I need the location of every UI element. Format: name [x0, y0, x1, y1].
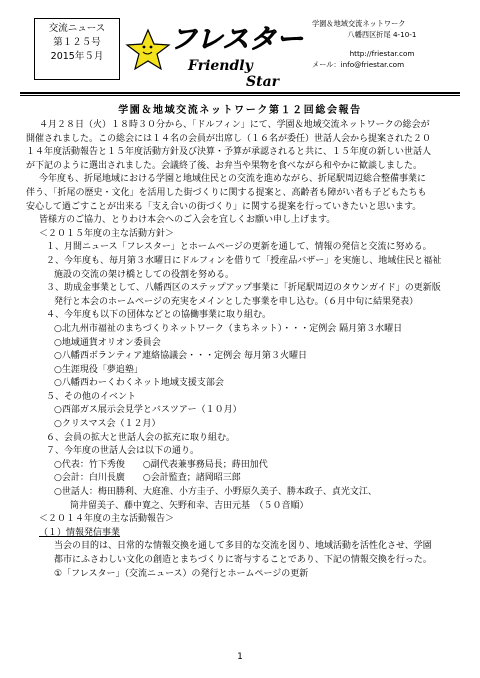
policy-item: ６、会員の拡大と世話人会の拡充に取り組む。: [46, 432, 236, 443]
policy-item: 施設の交流の架け橋としての役割を努める。: [54, 269, 235, 280]
policy-list-2015: [26, 241, 458, 513]
org-url[interactable]: http://friestar.com: [349, 49, 415, 58]
intro-line: 伴う、「折尾の歴史・文化」を活用した街づくりに関する提案と、高齢者も障がい者も子どもたちも: [26, 187, 427, 198]
policy-item: ○八幡西わーくわくネット地域支援支部会: [54, 378, 224, 389]
policy-item: ５、その他のイベント: [46, 391, 137, 402]
policy-item: ○西部ガス展示会見学とバスツアー（１０月）: [54, 405, 242, 416]
policy-item: ○地域通貨オリオン委員会: [54, 337, 161, 348]
section-heading-2014: ＜２０１４年度の主な活動報告＞: [39, 514, 175, 525]
report-line: 都市にふさわしい文化の創造とまちづくりに寄与することであり、下記の情報交換を行った。: [54, 555, 432, 565]
intro-line: １４年度活動報告と１５年度活動方針及び決算・予算が承認されると共に、１５年度の新しい世話人: [26, 147, 432, 158]
article-body: [26, 119, 458, 581]
issue-info-box: [34, 18, 120, 80]
policy-item: １、月間ニュース「フレスター」とホームページの更新を通して、情報の発信と交流に努める。: [46, 242, 432, 253]
logo-title: フレスター: [170, 24, 304, 55]
issue-date: 2015年５月: [50, 51, 104, 62]
policy-item: ○会計：白川長廣 ○会計監査；諸岡昭三郎: [54, 473, 241, 484]
star-icon: [127, 30, 169, 69]
intro-line: 安心して過ごすことが出来る「支え合いの街づくり」に関する提案を行っていきたいと思います。: [26, 201, 422, 212]
report-line: ①「フレスター」（交流ニュース）の発行とホームページの更新: [54, 568, 309, 579]
policy-item: ４、今年度も以下の団体などとの協働事業に取り組む。: [46, 310, 272, 321]
page-number: 1: [237, 652, 243, 662]
policy-item: ○世話人：梅田勝利、大庭准、小方圭子、小野原久美子、勝本政子、貞光文江、: [54, 487, 377, 498]
org-mail[interactable]: メール：info@friestar.com: [312, 60, 405, 69]
logo-sub-friendly: Friendly: [188, 58, 253, 74]
policy-item: ○生涯現役「夢追塾」: [54, 364, 143, 375]
policy-item: 発行と本会のホームページの充実をメインとした事業を申し込む。（６月中旬に結果発表）: [54, 296, 419, 307]
policy-item: ○クリスマス会（１２月）: [54, 419, 161, 430]
report-title: 学園＆地域交流ネットワーク第１２回総会報告: [118, 105, 362, 116]
org-name: 学園＆地域交流ネットワーク: [312, 19, 406, 28]
policy-item: ○代表：竹下秀俊 ○副代表兼事務局長；蒔田加代: [54, 459, 268, 470]
issue-series: 交流ニュース: [48, 23, 106, 34]
intro-line: 皆様方のご協力、とりわけ本会へのご入会を宜しくお願い申し上げます。: [39, 215, 336, 226]
policy-item: ○八幡西ボランティア連絡協議会・・・定例会 毎月第３火曜日: [54, 351, 307, 362]
subsection-info-label: （１）情報発信事業: [39, 527, 121, 538]
policy-item: ７、今年度の世話人会は以下の通り。: [46, 446, 200, 457]
friestar-logo: [118, 14, 308, 90]
report-line: 当会の目的は、日常的な情報交換を通して多目的な交流を図り、地域活動を活性化させ、学園: [54, 541, 432, 552]
header-rule-bottom: [20, 95, 460, 96]
issue-number: 第１２５号: [53, 37, 101, 48]
subsection-info: [26, 527, 458, 541]
policy-item: 筒井留美子、藤中寛之、矢野和幸、吉田元基 （５０音順）: [70, 500, 309, 511]
policy-item: ２、今年度も、毎月第３水曜日にドルフィンを借りて「授産品バザー」を実施し、地域住民と福祉: [46, 255, 442, 266]
policy-item: ３、助成金事業として、八幡西区のステップアップ事業に「折尾駅周辺のタウンガイド」の更新版: [46, 283, 441, 294]
intro-line: ４月２８日（火）１８時３０分から、「ドルフィン」にて、学園＆地域交流ネットワークの総会が: [39, 120, 430, 130]
header-rule-top: [20, 92, 460, 94]
section-heading-2015: ＜２０１５年度の主な活動方針＞: [39, 228, 175, 239]
intro-line: 開催されました。この総会には１４名の会員が出席し（１６名が委任）世話人会から提案された２０: [26, 133, 432, 144]
policy-item: ○北九州市福祉のまちづくりネットワーク（まちネット）・・・定例会 隔月第３水曜日: [54, 323, 403, 334]
intro-line: が下記のように選出されました。会議終了後、お弁当や果物を食べながら和やかに歓談しました。: [26, 160, 423, 171]
org-contact: [312, 18, 452, 70]
org-address: 八幡西区折尾 4-10-1: [347, 30, 417, 39]
logo-sub-star: Star: [246, 74, 280, 90]
intro-line: 今年度も、折尾地域における学園と地域住民との交流を進めながら、折尾駅周辺総合整備事業に: [39, 174, 427, 185]
